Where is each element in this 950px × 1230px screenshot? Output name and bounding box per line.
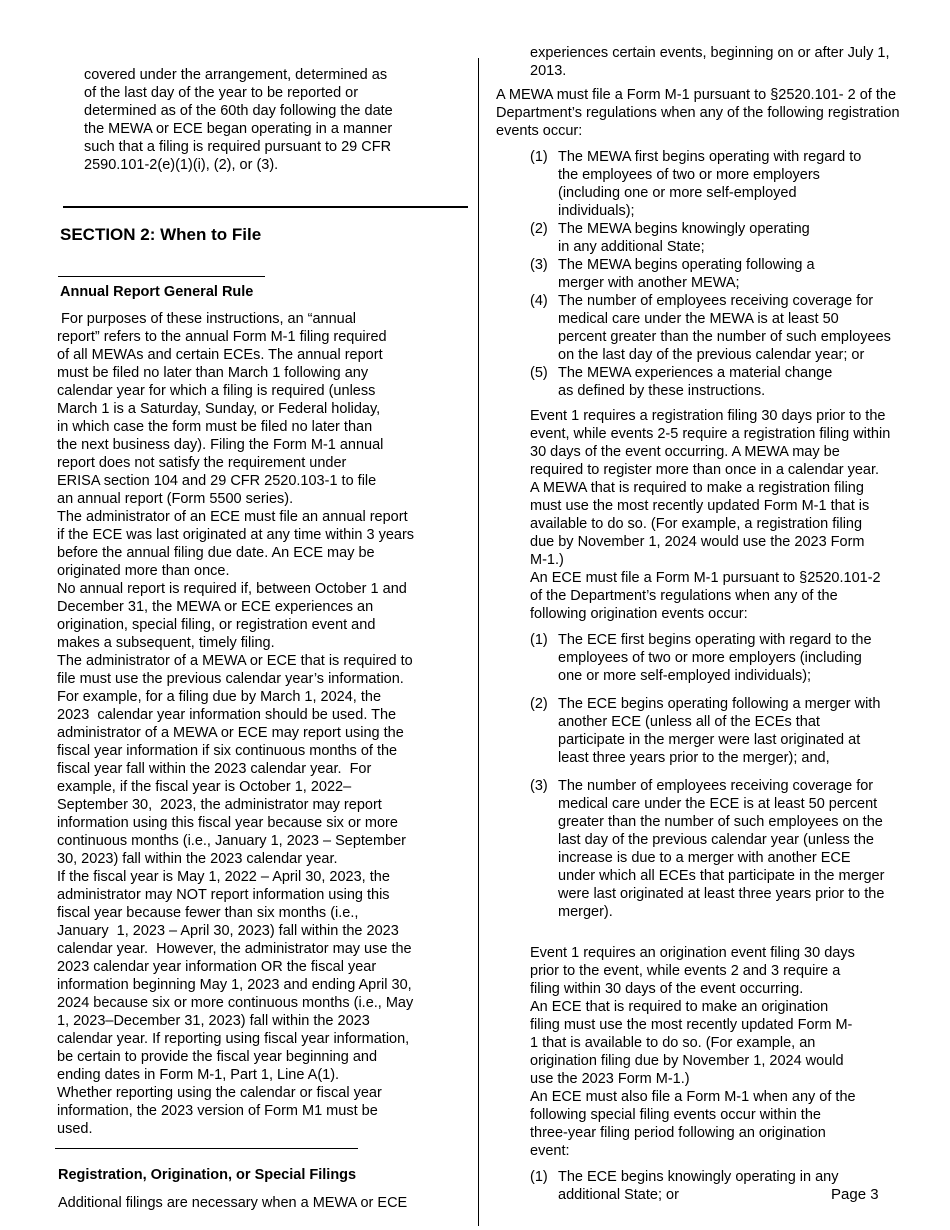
registration-heading: Registration, Origination, or Special Filings — [58, 1167, 357, 1183]
list-item-number: (5) — [530, 365, 548, 381]
annual-report-body — [57, 310, 452, 1138]
list-item — [530, 1168, 839, 1204]
annual-report-heading: Annual Report General Rule — [60, 284, 254, 300]
list-item-line: The MEWA begins operating following a — [558, 257, 815, 273]
mewa-intro — [496, 86, 936, 140]
left-intro-text — [84, 66, 469, 174]
text-line: experiences certain events, beginning on or after July 1, — [530, 45, 890, 61]
text-line: event: — [530, 1143, 570, 1159]
column-divider — [478, 58, 479, 1226]
list-item-line: one or more self-employed individuals); — [558, 668, 812, 684]
list-item — [530, 148, 930, 220]
subsection-rule-registration — [55, 1148, 358, 1149]
annual-report-text — [57, 310, 452, 1138]
text-line: in which case the form must be filed no later than — [57, 419, 373, 435]
text-line: use the 2023 Form M-1.) — [530, 1071, 690, 1087]
list-item-number: (1) — [530, 1169, 548, 1185]
list-item-line: The number of employees receiving coverage for — [558, 778, 874, 794]
text-line: used. — [57, 1121, 93, 1137]
list-item — [530, 777, 930, 921]
list-item — [530, 631, 930, 685]
text-line: For example, for a filing due by March 1, 2024, the — [57, 689, 382, 705]
text-line: following special filing events occur within the — [530, 1107, 821, 1123]
list-item-line: additional State; or — [558, 1187, 679, 1203]
section-title: SECTION 2: When to File — [60, 225, 262, 244]
text-line: 2024 because six or more continuous months (i.e., May — [57, 995, 414, 1011]
text-line: example, if the fiscal year is October 1, 2022– — [57, 779, 352, 795]
text-line: A MEWA that is required to make a registration filing — [530, 480, 864, 496]
text-line: If the fiscal year is May 1, 2022 – April 30, 2023, the — [57, 869, 390, 885]
text-line: originated more than once. — [57, 563, 230, 579]
list-item-number: (3) — [530, 257, 548, 273]
special-events-list — [530, 1168, 839, 1204]
list-item-number: (1) — [530, 632, 548, 648]
text-line: Event 1 requires an origination event filing 30 days — [530, 945, 855, 961]
text-line: ERISA section 104 and 29 CFR 2520.103-1 to file — [57, 473, 377, 489]
text-line: before the annual filing due date. An ECE may be — [57, 545, 375, 561]
text-line: December 31, the MEWA or ECE experiences an — [57, 599, 374, 615]
registration-body — [58, 1194, 458, 1212]
text-line: three-year filing period following an origination — [530, 1125, 826, 1141]
text-line: September 30, 2023, the administrator may report — [57, 797, 382, 813]
text-line: of all MEWAs and certain ECEs. The annual report — [57, 347, 383, 363]
mewa-intro-text — [496, 86, 936, 140]
text-line: information beginning May 1, 2023 and ending April 30, — [57, 977, 412, 993]
text-line: Additional filings are necessary when a MEWA or ECE — [58, 1195, 408, 1211]
ece-events — [530, 631, 930, 921]
text-line: M-1.) — [530, 552, 564, 568]
text-line: For purposes of these instructions, an “annual — [57, 311, 357, 327]
list-item-line: greater than the number of such employees on the — [558, 814, 883, 830]
text-line: covered under the arrangement, determined as — [84, 67, 388, 83]
text-line: origination filing due by November 1, 2024 would — [530, 1053, 844, 1069]
list-item-line: under which all ECEs that participate in the merger — [558, 868, 885, 884]
list-item-number: (2) — [530, 221, 548, 237]
text-line: event, while events 2-5 require a registration filing within — [530, 426, 891, 442]
list-item-number: (2) — [530, 696, 548, 712]
text-line: An ECE that is required to make an origination — [530, 999, 829, 1015]
text-line: of the Department’s regulations when any of the — [530, 588, 838, 604]
text-line: 30, 2023) fall within the 2023 calendar year. — [57, 851, 338, 867]
text-line: 2023 calendar year information OR the fiscal year — [57, 959, 377, 975]
list-item-line: percent greater than the number of such employees — [558, 329, 891, 345]
list-item-line: medical care under the ECE is at least 50 percent — [558, 796, 878, 812]
registration-timing-text — [530, 407, 930, 623]
text-line: report does not satisfy the requirement under — [57, 455, 347, 471]
text-line: 30 days of the event occurring. A MEWA may be — [530, 444, 840, 460]
subsection-rule-annual — [58, 276, 265, 277]
list-item-line: as defined by these instructions. — [558, 383, 766, 399]
left-intro — [84, 66, 469, 174]
ece-timing-text — [530, 944, 930, 1160]
list-item — [530, 256, 930, 292]
text-line: prior to the event, while events 2 and 3 require a — [530, 963, 841, 979]
mewa-events — [530, 148, 930, 400]
list-item-line: The MEWA experiences a material change — [558, 365, 833, 381]
text-line: 1, 2023–December 31, 2023) fall within the 2023 — [57, 1013, 370, 1029]
section-divider-top — [63, 206, 468, 208]
text-line: fiscal year because fewer than six months (i.e., — [57, 905, 359, 921]
list-item-line: the employees of two or more employers — [558, 167, 820, 183]
text-line: 1 that is available to do so. (For example, an — [530, 1035, 816, 1051]
list-item-line: in any additional State; — [558, 239, 705, 255]
text-line: No annual report is required if, between October 1 and — [57, 581, 407, 597]
list-item-line: individuals); — [558, 203, 635, 219]
text-line: filing within 30 days of the event occurring. — [530, 981, 804, 997]
text-line: the next business day). Filing the Form M-1 annual — [57, 437, 384, 453]
text-line: due by November 1, 2024 would use the 2023 Form — [530, 534, 865, 550]
list-item-line: last day of the previous calendar year (unless the — [558, 832, 874, 848]
text-line: information using this fiscal year because six or more — [57, 815, 398, 831]
list-item-line: another ECE (unless all of the ECEs that — [558, 714, 820, 730]
list-item-line: The ECE begins operating following a merger with — [558, 696, 881, 712]
text-line: administrator may NOT report information using this — [57, 887, 390, 903]
text-line: Whether reporting using the calendar or fiscal year — [57, 1085, 382, 1101]
text-line: report” refers to the annual Form M-1 filing required — [57, 329, 387, 345]
list-item-line: The MEWA begins knowingly operating — [558, 221, 810, 237]
text-line: calendar year. If reporting using fiscal year information, — [57, 1031, 410, 1047]
text-line: Department’s regulations when any of the following registration — [496, 105, 900, 121]
text-line: events occur: — [496, 123, 583, 139]
list-item-line: The ECE begins knowingly operating in any — [558, 1169, 839, 1185]
list-item-line: increase is due to a merger with another ECE — [558, 850, 851, 866]
list-item-line: least three years prior to the merger); and, — [558, 750, 830, 766]
text-line: must use the most recently updated Form M-1 that is — [530, 498, 870, 514]
text-line: March 1 is a Saturday, Sunday, or Federal holiday, — [57, 401, 381, 417]
list-item-line: merger with another MEWA; — [558, 275, 740, 291]
list-item-number: (1) — [530, 149, 548, 165]
text-line: filing must use the most recently updated Form M- — [530, 1017, 853, 1033]
text-line: must be filed no later than March 1 following any — [57, 365, 369, 381]
text-line: The administrator of an ECE must file an annual report — [57, 509, 408, 525]
list-item — [530, 695, 930, 767]
text-line: following origination events occur: — [530, 606, 748, 622]
list-item-line: were last originated at least three years prior to the — [558, 886, 885, 902]
list-item-line: The number of employees receiving coverage for — [558, 293, 874, 309]
text-line: fiscal year information if six continuous months of the — [57, 743, 398, 759]
page-number: Page 3 — [831, 1186, 879, 1203]
list-item-line: medical care under the MEWA is at least 50 — [558, 311, 839, 327]
text-line: determined as of the 60th day following the date — [84, 103, 393, 119]
text-line: 2013. — [530, 63, 567, 79]
text-line: An ECE must file a Form M-1 pursuant to §2520.101-2 — [530, 570, 881, 586]
mewa-events-list — [530, 148, 930, 400]
text-line: continuous months (i.e., January 1, 2023 – September — [57, 833, 407, 849]
list-item-line: employees of two or more employers (including — [558, 650, 862, 666]
list-item-line: The ECE first begins operating with regard to the — [558, 632, 872, 648]
text-line: calendar year. However, the administrator may use the — [57, 941, 412, 957]
text-line: makes a subsequent, timely filing. — [57, 635, 275, 651]
text-line: origination, special filing, or registration event and — [57, 617, 376, 633]
list-item-line: participate in the merger were last originated at — [558, 732, 861, 748]
registration-timing — [530, 407, 930, 623]
list-item — [530, 220, 930, 256]
text-line: ending dates in Form M-1, Part 1, Line A(1). — [57, 1067, 340, 1083]
list-item-line: (including one or more self-employed — [558, 185, 797, 201]
list-item-line: The MEWA first begins operating with regard to — [558, 149, 862, 165]
right-top — [530, 44, 930, 80]
ece-events-list — [530, 631, 930, 921]
list-item-line: on the last day of the previous calendar year; or — [558, 347, 865, 363]
list-item — [530, 292, 930, 364]
list-item-line: merger). — [558, 904, 613, 920]
text-line: the MEWA or ECE began operating in a manner — [84, 121, 393, 137]
text-line: information, the 2023 version of Form M1 must be — [57, 1103, 378, 1119]
text-line: file must use the previous calendar year’s information. — [57, 671, 404, 687]
text-line: fiscal year fall within the 2023 calendar year. For — [57, 761, 372, 777]
text-line: The administrator of a MEWA or ECE that is required to — [57, 653, 413, 669]
ece-timing — [530, 944, 930, 1160]
text-line: administrator of a MEWA or ECE may report using the — [57, 725, 404, 741]
list-item — [530, 364, 930, 400]
list-item-number: (4) — [530, 293, 548, 309]
right-top-text — [530, 44, 930, 80]
text-line: January 1, 2023 – April 30, 2023) fall within the 2023 — [57, 923, 399, 939]
text-line: An ECE must also file a Form M-1 when any of the — [530, 1089, 856, 1105]
special-events — [530, 1168, 839, 1204]
text-line: of the last day of the year to be reported or — [84, 85, 359, 101]
text-line: 2023 calendar year information should be used. The — [57, 707, 397, 723]
registration-text — [58, 1194, 458, 1212]
text-line: if the ECE was last originated at any time within 3 years — [57, 527, 415, 543]
text-line: A MEWA must file a Form M-1 pursuant to §2520.101- 2 of the — [496, 87, 897, 103]
text-line: such that a filing is required pursuant to 29 CFR — [84, 139, 392, 155]
text-line: 2590.101-2(e)(1)(i), (2), or (3). — [84, 157, 279, 173]
text-line: calendar year for which a filing is required (unless — [57, 383, 376, 399]
text-line: be certain to provide the fiscal year beginning and — [57, 1049, 378, 1065]
text-line: an annual report (Form 5500 series). — [57, 491, 294, 507]
list-item-number: (3) — [530, 778, 548, 794]
text-line: available to do so. (For example, a registration filing — [530, 516, 863, 532]
text-line: required to register more than once in a calendar year. — [530, 462, 880, 478]
text-line: Event 1 requires a registration filing 30 days prior to the — [530, 408, 886, 424]
